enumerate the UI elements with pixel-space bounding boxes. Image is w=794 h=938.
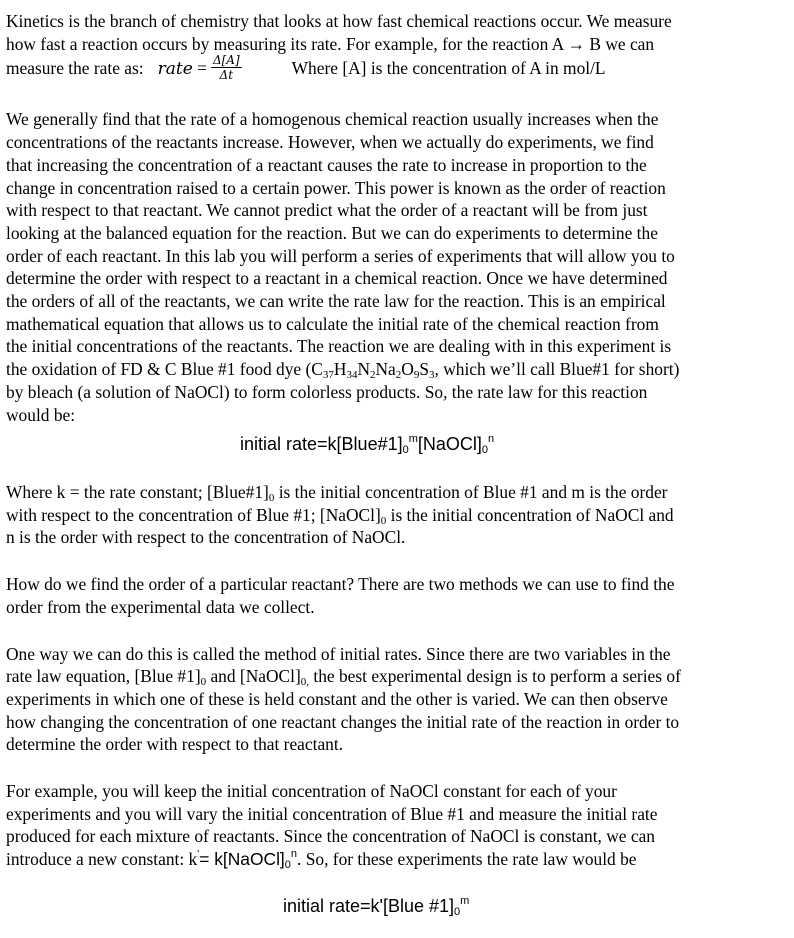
method-question-paragraph: How do we find the order of a particular reactant? There are two methods we can use to find the order from the experimental data we collect. xyxy=(6,574,675,617)
fraction-numerator: Δ[A] xyxy=(212,53,240,68)
intro-line-3 xyxy=(6,53,606,83)
para-line: that increasing the concentration of a reactant causes the rate to increase in proportion to the xyxy=(6,154,647,175)
document-body xyxy=(6,10,782,426)
para-line: by bleach (a solution of NaOCl) to form colorless products. So, the rate law for this reaction xyxy=(6,381,648,402)
rate-word: rate xyxy=(157,58,193,79)
rate-law-equation: initial $rate=k[Blue\#1]_0^m[NaOCl]_0^n$ xyxy=(240,433,495,456)
para-line: order of each reactant. In this lab you will perform a series of experiments that will allow you to xyxy=(6,245,675,266)
para-line: change in concentration raised to a certain power. This power is known as the order of reaction xyxy=(6,177,666,198)
intro-line-1: Kinetics is the branch of chemistry that looks at how fast chemical reactions occur. We measure xyxy=(6,11,672,31)
para-line: the initial concentrations of the reactants. The reaction we are dealing with in this experiment is xyxy=(6,336,672,357)
example-paragraph: For example, you will keep the initial concentration of NaOCl constant for each of your experiments and you will vary the initial concentration of Blue #1 and measure the initial rate produced for each mixture of reactants. Since the concentration of NaOCl is constant, we can introduce a new constant: $k'= k[NaOCl]_0^n$. So, for these experiments the rate law would be xyxy=(6,781,658,872)
intro-paragraph xyxy=(6,10,782,84)
dye-formula-line: the oxidation of FD & C Blue #1 food dye ($C_{37}H_{34}N_2Na_2O_9S_3$, which we’ll call Blue#1 for short) xyxy=(6,359,680,382)
fraction-denominator: Δt xyxy=(219,68,234,83)
definitions-paragraph: Where k = the rate constant; $[Blue\#1]_0$ is the initial concentration of Blue #1 and m is the order with respect to the concentration of Blue #1; $[NaOCl]_0$ is the initial concentration of NaOCl and n is the order with respect to the concentration of NaOCl. xyxy=(6,482,674,548)
rate-fraction xyxy=(211,53,242,82)
para-line: determine the order with respect to a reactant in a chemical reaction. Once we have determined xyxy=(6,268,668,289)
para-line: looking at the balanced equation for the reaction. But we can do experiments to determine the xyxy=(6,222,658,243)
para-line: concentrations of the reactants increase. However, when we actually do experiments, we find xyxy=(6,132,654,153)
pseudo-rate-law-equation: initial rate=k'[Blue $\#1]_0^m$ xyxy=(283,895,470,918)
intro-line-2: how fast a reaction occurs by measuring its rate. For example, for the reaction A → B we can xyxy=(6,33,655,54)
rate-law-paragraph xyxy=(6,108,782,426)
para-line: the orders of all of the reactants, we can write the rate law for the reaction. This is an empirical xyxy=(6,291,666,312)
para-line: mathematical equation that allows us to calculate the initial rate of the chemical reaction from xyxy=(6,313,659,334)
para-line: with respect to that reactant. We cannot predict what the order of a reactant will be from just xyxy=(6,200,648,221)
para-line: We generally find that the rate of a homogenous chemical reaction usually increases when the xyxy=(6,109,659,130)
para-line: would be: xyxy=(6,404,76,425)
document-body-lower xyxy=(6,481,782,871)
rate-lead-text: measure the rate as: xyxy=(6,57,144,78)
concentration-note: Where [A] is the concentration of A in mol/L xyxy=(291,57,606,78)
rate-equals: = xyxy=(197,57,207,78)
initial-rates-paragraph: One way we can do this is called the method of initial rates. Since there are two variables in the rate law equation, [Blue $\#1]_0$ and $[NaOCl]_{0,}$ the best experimental design is to perform a series of experiments in which one of these is held constant and the other is varied. We can then observe how changing the concentration of one reactant changes the initial rate of the reaction in order to determine the order with respect to that reactant. xyxy=(6,643,681,755)
